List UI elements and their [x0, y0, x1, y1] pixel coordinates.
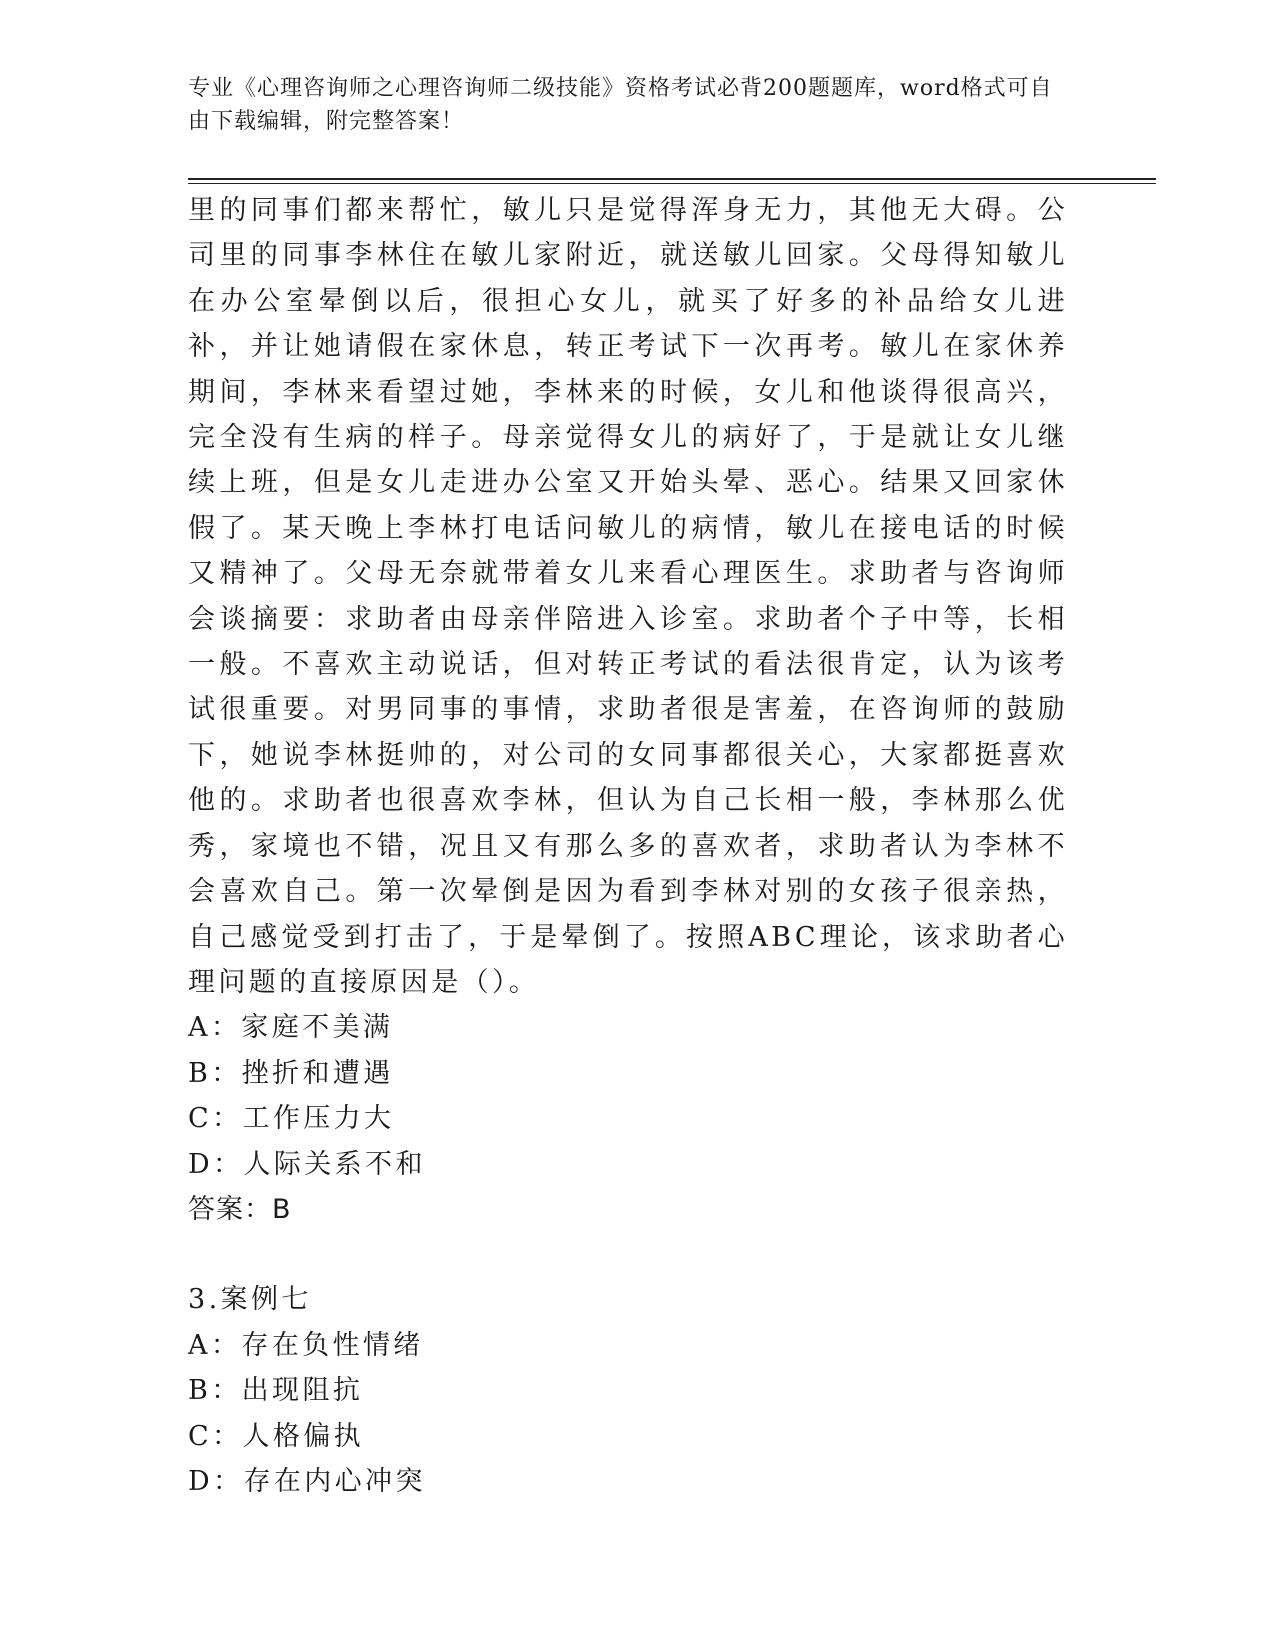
option-b: B：挫折和遭遇: [188, 1057, 394, 1089]
q3-option-d: D：存在内心冲突: [188, 1465, 426, 1497]
q3-option-a: A：存在负性情绪: [188, 1329, 424, 1361]
q3-option-b: B：出现阻抗: [188, 1375, 364, 1407]
document-header: [188, 72, 1068, 138]
header-divider-thick: [188, 178, 1156, 180]
document-body: [188, 188, 1068, 1504]
section-gap: [188, 1232, 1068, 1277]
header-title: 专业《心理咨询师之心理咨询师二级技能》资格考试必背200题题库，word格式可自由下载编辑，附完整答案！: [188, 76, 1053, 134]
option-c: C：工作压力大: [188, 1103, 395, 1135]
question-title: 3.案例七: [188, 1284, 312, 1316]
question-stem: 里的同事们都来帮忙，敏儿只是觉得浑身无力，其他无大碍。公司里的同事李林住在敏儿家附近，就送敏儿回家。父母得知敏儿在办公室晕倒以后，很担心女儿，就买了好多的补品给女儿进补，并让她请假在家休息，转正考试下一次再考。敏儿在家休养期间，李林来看望过她，李林来的时候，女儿和他谈得很高兴，完全没有生病的样子。母亲觉得女儿的病好了，于是就让女儿继续上班，但是女儿走进办公室又开始头晕、恶心。结果又回家休假了。某天晚上李林打电话问敏儿的病情，敏儿在接电话的时候又精神了。父母无奈就带着女儿来看心理医生。求助者与咨询师会谈摘要：求助者由母亲伴陪进入诊室。求助者个子中等，长相一般。不喜欢主动说话，但对转正考试的看法很肯定，认为该考试很重要。对男同事的事情，求助者很是害羞，在咨询师的鼓励下，她说李林挺帅的，对公司的女同事都很关心，大家都挺喜欢他的。求助者也很喜欢李林，但认为自己长相一般，李林那么优秀，家境也不错，况且又有那么多的喜欢者，求助者认为李林不会喜欢自己。第一次晕倒是因为看到李林对别的女孩子很亲热，自己感觉受到打击了，于是晕倒了。按照ABC理论，该求助者心理问题的直接原因是（）。: [188, 195, 1068, 998]
q3-option-c: C：人格偏执: [188, 1420, 365, 1452]
option-a: A：家庭不美满: [188, 1012, 394, 1044]
header-divider-thin: [188, 183, 1156, 184]
answer-line: 答案：B: [188, 1193, 292, 1225]
option-d: D：人际关系不和: [188, 1148, 426, 1180]
